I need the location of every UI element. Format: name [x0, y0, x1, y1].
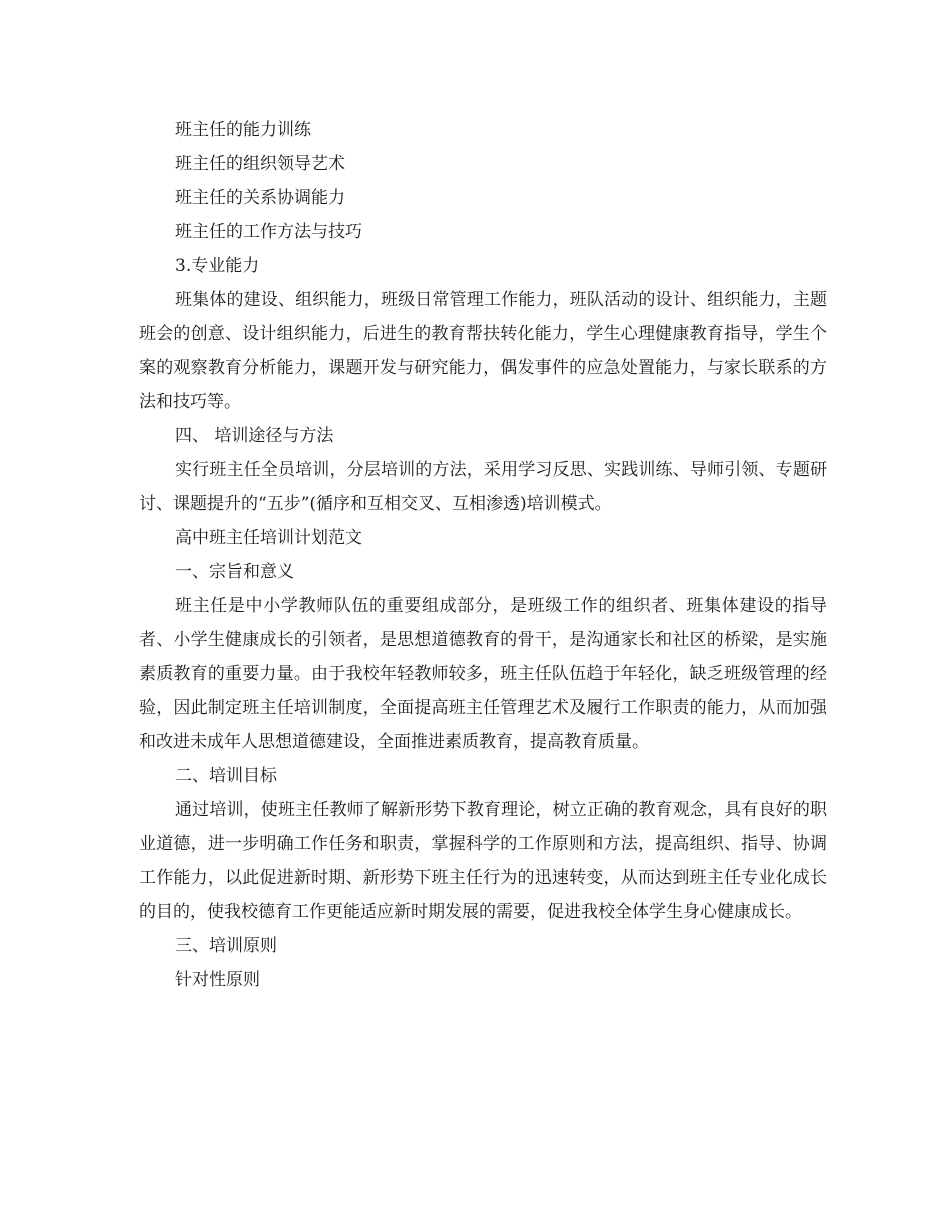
- paragraph-training-approach-body: 实行班主任全员培训，分层培训的方法，采用学习反思、实践训练、导师引领、专题研讨、课题提升的“五步”(循序和互相交叉、互相渗透)培训模式。: [139, 460, 827, 514]
- paragraph-work-methods: 班主任的工作方法与技巧: [175, 222, 362, 242]
- section-heading-training-approach: 四、 培训途径与方法: [175, 426, 334, 446]
- section-heading-purpose: 一、宗旨和意义: [175, 562, 294, 582]
- document-subtitle: 高中班主任培训计划范文: [175, 528, 362, 548]
- document-body: [139, 113, 827, 997]
- paragraph-purpose-body: 班主任是中小学教师队伍的重要组成部分，是班级工作的组织者、班集体建设的指导者、小学生健康成长的引领者，是思想道德教育的骨干，是沟通家长和社区的桥梁，是实施素质教育的重要力量。由于我校年轻教师较多，班主任队伍趋于年轻化，缺乏班级管理的经验，因此制定班主任培训制度，全面提高班主任管理艺术及履行工作职责的能力，从而加强和改进未成年人思想道德建设，全面推进素质教育，提高教育质量。: [139, 596, 827, 752]
- section-heading-goals: 二、培训目标: [175, 766, 277, 786]
- paragraph-targeted-principle: 针对性原则: [175, 970, 260, 990]
- paragraph-ability-training: 班主任的能力训练: [175, 120, 311, 140]
- paragraph-goals-body: 通过培训，使班主任教师了解新形势下教育理论，树立正确的教育观念，具有良好的职业道德，进一步明确工作任务和职责，掌握科学的工作原则和方法，提高组织、指导、协调工作能力，以此促进新时期、新形势下班主任行为的迅速转变，从而达到班主任专业化成长的目的，使我校德育工作更能适应新时期发展的需要，促进我校全体学生身心健康成长。: [139, 800, 827, 922]
- paragraph-professional-ability-body: 班集体的建设、组织能力，班级日常管理工作能力，班队活动的设计、组织能力，主题班会的创意、设计组织能力，后进生的教育帮扶转化能力，学生心理健康教育指导，学生个案的观察教育分析能力，课题开发与研究能力，偶发事件的应急处置能力，与家长联系的方法和技巧等。: [139, 290, 827, 412]
- section-heading-principles: 三、培训原则: [175, 936, 277, 956]
- paragraph-coordination-ability: 班主任的关系协调能力: [175, 188, 345, 208]
- paragraph-leadership-art: 班主任的组织领导艺术: [175, 154, 345, 174]
- section-heading-professional-ability: 3.专业能力: [175, 256, 260, 276]
